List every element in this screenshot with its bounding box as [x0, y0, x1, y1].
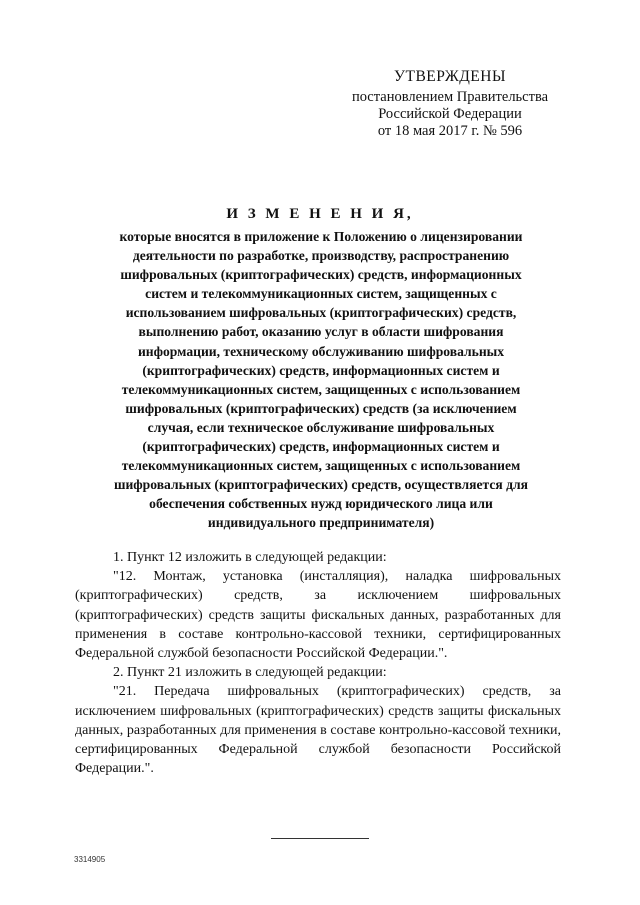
approval-line-3: от 18 мая 2017 г. № 596 [377, 123, 523, 139]
subtitle-line: выполнению работ, оказанию услуг в области шифрования [138, 324, 504, 340]
subtitle-line: обеспечения собственных нужд юридического лица или [149, 496, 493, 512]
subtitle-line: которые вносятся в приложение к Положению о лицензировании [119, 229, 523, 244]
document-subtitle [82, 227, 560, 533]
approval-title: УТВЕРЖДЕНЫ [394, 68, 506, 85]
subtitle-line: деятельности по разработке, производству, распространению [132, 248, 510, 264]
subtitle-line: использованием шифровальных (криптографических) средств, [125, 305, 517, 321]
approval-block [330, 68, 570, 140]
subtitle-line: шифровальных (криптографических) средств, осуществляется для [113, 477, 529, 493]
subtitle-line: (криптографических) средств, информационных систем и [142, 362, 500, 378]
end-divider [271, 838, 369, 839]
document-body [75, 548, 561, 778]
approval-line-1: постановлением Правительства [351, 89, 549, 105]
subtitle-line: телекоммуникационных систем, защищенных с использованием [121, 381, 521, 397]
item-1-text: "12. Монтаж, установка (инсталляция), наладка шифровальных (криптографических) средств, за исключением шифровальных (криптографических) средств защиты фискальных данных, разработанных для применения в составе контрольно-кассовой техники, сертифицированных Федеральной службой безопасности Российской Федерации.". [75, 569, 561, 662]
item-1-heading: 1. Пункт 12 изложить в следующей редакции: [113, 550, 387, 565]
subtitle-line: шифровальных (криптографических) средств (за исключением [125, 400, 517, 416]
subtitle-line: (криптографических) средств, информационных систем и [142, 439, 500, 455]
item-2-heading: 2. Пункт 21 изложить в следующей редакции: [113, 665, 387, 681]
subtitle-line: телекоммуникационных систем, защищенных с использованием [121, 458, 521, 474]
approval-line-2: Российской Федерации [378, 106, 522, 122]
subtitle-line: шифровальных (криптографических) средств, информационных [120, 267, 522, 283]
item-2-text: "21. Передача шифровальных (криптографических) средств, за исключением шифровальных (криптографических) средств защиты фискальных данных, разработанных для применения в составе контрольно-кассовой техники, сертифицированных Федеральной службой безопасности Российской Федерации.". [75, 684, 561, 777]
subtitle-line: систем и телекоммуникационных систем, защищенных с [145, 286, 497, 302]
subtitle-line: информации, техническому обслуживанию шифровальных [137, 343, 505, 359]
subtitle-line: случая, если техническое обслуживание шифровальных [147, 419, 495, 435]
document-code: 3314905 [74, 855, 106, 864]
subtitle-line: индивидуального предпринимателя) [207, 515, 435, 531]
document-title: И З М Е Н Е Н И Я, [226, 206, 414, 222]
